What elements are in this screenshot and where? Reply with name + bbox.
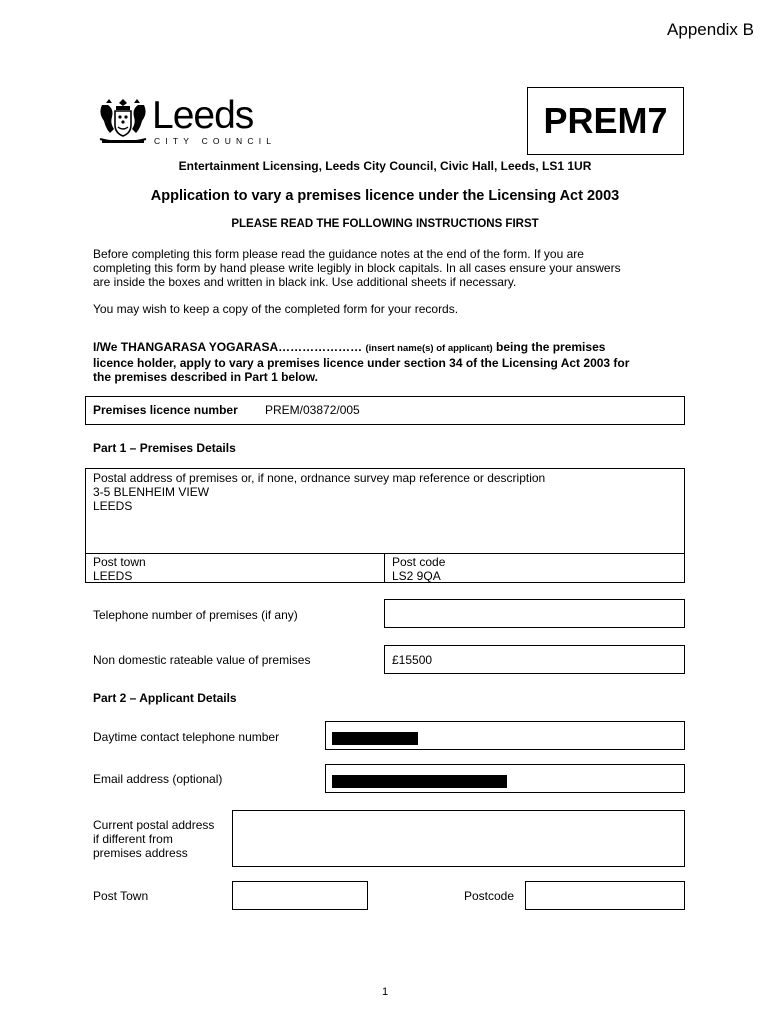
premises-address-line[interactable]: 3-5 BLENHEIM VIEW	[93, 485, 210, 499]
copy-note: You may wish to keep a copy of the completed form for your records.	[93, 302, 459, 316]
post-town-label-part2: Post Town	[93, 889, 149, 903]
applicant-insert-hint: (insert name(s) of applicant)	[365, 343, 493, 354]
applicant-declaration	[93, 340, 683, 384]
email-field[interactable]	[325, 764, 685, 793]
post-town-field[interactable]: LEEDS	[93, 569, 133, 583]
instructions-heading: PLEASE READ THE FOLLOWING INSTRUCTIONS FIRST	[231, 218, 539, 230]
applicant-line: licence holder, apply to vary a premises licence under section 34 of the Licensing Act 2003 for	[93, 356, 630, 370]
premises-address-line[interactable]: LEEDS	[93, 499, 133, 513]
current-address-label-line: premises address	[93, 846, 188, 860]
postcode-label-part2: Postcode	[464, 889, 515, 903]
premises-address-content	[93, 471, 545, 513]
guidance-line: are inside the boxes and written in black ink. Use additional sheets if necessary.	[93, 275, 517, 289]
form-code: PREM7	[543, 100, 668, 141]
form-code-box	[527, 87, 684, 155]
email-label: Email address (optional)	[93, 772, 223, 786]
daytime-phone-label: Daytime contact telephone number	[93, 730, 280, 744]
telephone-label: Telephone number of premises (if any)	[93, 608, 298, 622]
guidance-line: Before completing this form please read the guidance notes at the end of the form. If you are	[93, 247, 584, 261]
divider	[384, 553, 385, 583]
licence-number-field[interactable]: PREM/03872/005	[265, 403, 360, 417]
redaction-bar	[332, 732, 418, 745]
telephone-field[interactable]	[384, 599, 685, 628]
rateable-value-field[interactable]	[384, 645, 685, 674]
part2-heading: Part 2 – Applicant Details	[93, 691, 237, 705]
post-code-cell	[392, 555, 445, 583]
logo-wordmark: Leeds	[152, 94, 254, 137]
applicant-line: the premises described in Part 1 below.	[93, 370, 318, 384]
licence-number-label: Premises licence number	[93, 403, 238, 417]
current-address-label-line: if different from	[93, 832, 173, 846]
premises-address-label: Postal address of premises or, if none, ordnance survey map reference or description	[93, 471, 546, 485]
licensing-address: Entertainment Licensing, Leeds City Council, Civic Hall, Leeds, LS1 1UR	[178, 159, 592, 173]
rateable-value-label: Non domestic rateable value of premises	[93, 653, 311, 667]
post-town-cell	[93, 555, 146, 583]
rateable-value: £15500	[392, 653, 433, 667]
post-code-label: Post code	[392, 555, 446, 569]
logo-subtitle: CITY COUNCIL	[154, 136, 277, 146]
applicant-name: I/We THANGARASA YOGARASA…………………	[93, 340, 363, 354]
leeds-crest-icon	[96, 95, 150, 145]
guidance-line: completing this form by hand please write legibly in block capitals. In all cases ensure your answers	[93, 261, 621, 275]
daytime-phone-field[interactable]	[325, 721, 685, 750]
part1-heading: Part 1 – Premises Details	[93, 441, 236, 455]
page-number: 1	[381, 986, 389, 998]
appendix-label: Appendix B	[667, 20, 754, 39]
form-title: Application to vary a premises licence under the Licensing Act 2003	[150, 188, 620, 204]
applicant-suffix: being the premises	[496, 340, 606, 354]
postcode-field-part2[interactable]	[525, 881, 685, 910]
divider	[85, 553, 685, 554]
current-address-label	[93, 818, 214, 860]
guidance-paragraph	[93, 247, 621, 289]
post-code-field[interactable]: LS2 9QA	[392, 569, 441, 583]
post-town-field-part2[interactable]	[232, 881, 368, 910]
post-town-label: Post town	[93, 555, 146, 569]
redaction-bar	[332, 775, 507, 788]
current-address-field[interactable]	[232, 810, 685, 867]
current-address-label-line: Current postal address	[93, 818, 215, 832]
